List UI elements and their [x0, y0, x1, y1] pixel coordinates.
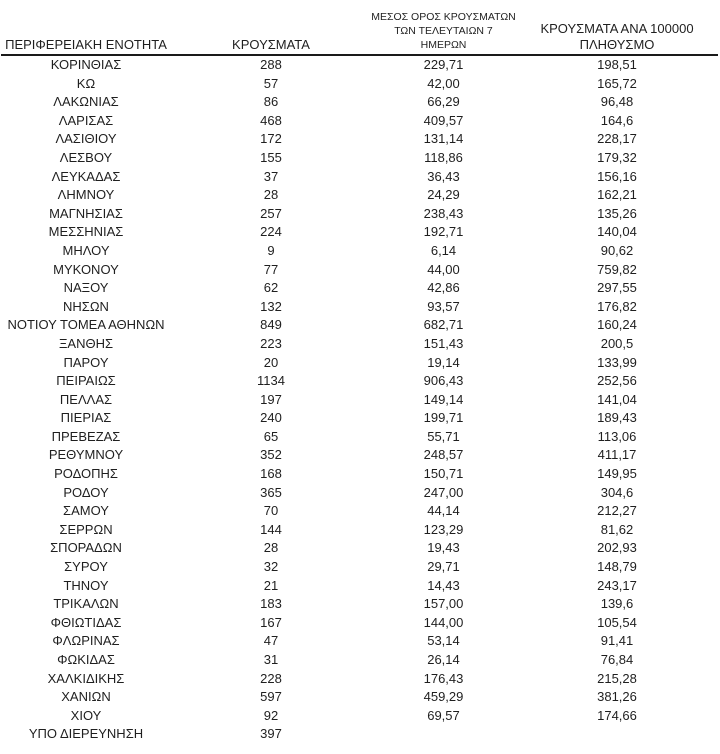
- per100k-value: 174,66: [597, 707, 637, 723]
- per100k-value: 198,51: [597, 57, 637, 72]
- table-row: [1, 614, 718, 633]
- region-name: ΦΛΩΡΙΝΑΣ: [52, 633, 120, 649]
- region-name: ΠΕΛΛΑΣ: [59, 391, 113, 407]
- per100k-value: 81,62: [600, 521, 634, 537]
- per100k-value: 200,5: [600, 335, 634, 351]
- table-row: [1, 558, 718, 577]
- region-name: ΝΗΣΩΝ: [63, 298, 109, 314]
- region-name: ΡΟΔΟΠΗΣ: [54, 466, 118, 482]
- table-row: [1, 595, 718, 614]
- column-header-cases-per-100k: [516, 21, 718, 52]
- avg7day-value: 44,14: [427, 503, 460, 519]
- table-row: [1, 409, 718, 428]
- cases-value: 197: [260, 391, 282, 407]
- per100k-value: 105,54: [597, 614, 637, 630]
- column-header-7day-average: [371, 10, 516, 52]
- region-name: ΛΕΣΒΟΥ: [59, 149, 113, 165]
- cases-value: 77: [263, 261, 279, 277]
- region-name: ΠΡΕΒΕΖΑΣ: [51, 428, 121, 444]
- cases-value: 57: [263, 75, 279, 91]
- per100k-value: 91,41: [600, 633, 634, 649]
- avg7day-value: 93,57: [427, 298, 460, 314]
- region-name: ΜΑΓΝΗΣΙΑΣ: [49, 205, 123, 221]
- table-row: [1, 391, 718, 410]
- region-name: ΦΘΙΩΤΙΔΑΣ: [50, 614, 122, 630]
- per100k-value: 164,6: [600, 112, 634, 128]
- cases-value: 86: [263, 94, 279, 110]
- per100k-value: 202,93: [597, 540, 637, 556]
- per100k-value: 113,06: [597, 428, 637, 444]
- region-name: ΣΥΡΟΥ: [64, 559, 108, 575]
- avg7day-value: 69,57: [427, 707, 460, 723]
- cases-value: 37: [263, 168, 279, 184]
- cases-value: 223: [260, 335, 282, 351]
- region-name: ΛΑΚΩΝΙΑΣ: [53, 94, 119, 110]
- avg7day-value: 149,14: [423, 391, 464, 407]
- cases-value: 28: [263, 540, 279, 556]
- cases-value: 21: [263, 577, 279, 593]
- cases-value: 240: [260, 410, 282, 426]
- column-header-7day-average-line1: ΜΕΣΟΣ ΟΡΟΣ ΚΡΟΥΣΜΑΤΩΝ: [371, 11, 516, 23]
- avg7day-value: 29,71: [427, 559, 460, 575]
- region-name: ΛΑΣΙΘΙΟΥ: [55, 131, 117, 147]
- column-header-7day-average-line2: ΤΩΝ ΤΕΛΕΥΤΑΙΩΝ 7 ΗΜΕΡΩΝ: [394, 25, 493, 51]
- avg7day-value: 55,71: [427, 428, 460, 444]
- table-row: [1, 577, 718, 596]
- cases-value: 849: [260, 317, 282, 333]
- per100k-value: 141,04: [597, 391, 637, 407]
- table-header-row: [1, 10, 718, 56]
- cases-value: 224: [260, 224, 282, 240]
- per100k-value: 135,26: [597, 205, 637, 221]
- table-row: [1, 651, 718, 670]
- per100k-value: 160,24: [597, 317, 637, 333]
- cases-value: 597: [260, 689, 282, 705]
- table-row: [1, 484, 718, 503]
- per100k-value: 179,32: [597, 149, 637, 165]
- per100k-value: 759,82: [597, 261, 637, 277]
- table-row: [1, 130, 718, 149]
- per100k-value: 133,99: [597, 354, 637, 370]
- region-name: ΜΕΣΣΗΝΙΑΣ: [48, 224, 124, 240]
- region-name: ΥΠΟ ΔΙΕΡΕΥΝΗΣΗ: [28, 726, 144, 742]
- avg7day-value: 682,71: [423, 317, 464, 333]
- cases-value: 47: [263, 633, 279, 649]
- region-name: ΛΗΜΝΟΥ: [57, 187, 115, 203]
- cases-value: 92: [263, 707, 279, 723]
- cases-value: 172: [260, 131, 282, 147]
- avg7day-value: 44,00: [427, 261, 460, 277]
- regional-cases-table: [1, 10, 718, 744]
- region-name: ΜΗΛΟΥ: [62, 242, 110, 258]
- per100k-value: 149,95: [597, 466, 637, 482]
- avg7day-value: 66,29: [427, 94, 460, 110]
- table-row: [1, 521, 718, 540]
- avg7day-value: 19,43: [427, 540, 460, 556]
- table-row: [1, 205, 718, 224]
- cases-value: 397: [260, 726, 282, 742]
- table-row: [1, 186, 718, 205]
- cases-value: 31: [263, 652, 279, 667]
- table-row: [1, 446, 718, 465]
- region-name: ΣΑΜΟΥ: [63, 503, 109, 519]
- table-row: [1, 168, 718, 187]
- avg7day-value: 36,43: [427, 168, 460, 184]
- per100k-value: 96,48: [600, 94, 634, 110]
- avg7day-value: 42,86: [427, 280, 460, 296]
- region-name: ΣΕΡΡΩΝ: [59, 521, 113, 537]
- per100k-value: 297,55: [597, 280, 637, 296]
- per100k-value: 165,72: [597, 75, 637, 91]
- cases-value: 183: [260, 596, 282, 612]
- per100k-value: 148,79: [597, 559, 637, 575]
- column-header-cases-per-100k-line1: ΚΡΟΥΣΜΑΤΑ ΑΝΑ 100000: [540, 21, 694, 36]
- per100k-value: 252,56: [597, 373, 637, 389]
- column-header-cases-per-100k-line2: ΠΛΗΘΥΣΜΟ: [579, 36, 655, 52]
- region-name: ΣΠΟΡΑΔΩΝ: [50, 540, 122, 556]
- avg7day-value: 192,71: [423, 224, 464, 240]
- per100k-value: 76,84: [600, 652, 634, 667]
- cases-value: 365: [260, 484, 282, 500]
- cases-value: 228: [260, 670, 282, 686]
- table-row: [1, 75, 718, 94]
- table-row: [1, 149, 718, 168]
- cases-value: 9: [267, 242, 275, 258]
- avg7day-value: 157,00: [423, 596, 464, 612]
- avg7day-value: 123,29: [423, 521, 464, 537]
- table-row: [1, 316, 718, 335]
- cases-value: 65: [263, 428, 279, 444]
- avg7day-value: 131,14: [423, 131, 464, 147]
- per100k-value: 162,21: [597, 187, 637, 203]
- cases-value: 28: [263, 187, 279, 203]
- table-row: [1, 632, 718, 651]
- cases-value: 1134: [257, 373, 285, 389]
- avg7day-value: 229,71: [423, 57, 464, 72]
- per100k-value: 212,27: [597, 503, 637, 519]
- table-body: [1, 56, 718, 744]
- cases-value: 20: [263, 354, 279, 370]
- per100k-value: 228,17: [597, 131, 637, 147]
- per100k-value: 215,28: [597, 670, 637, 686]
- cases-value: 257: [260, 205, 282, 221]
- per100k-value: 139,6: [600, 596, 634, 612]
- per100k-value: 156,16: [597, 168, 637, 184]
- region-name: ΤΡΙΚΑΛΩΝ: [53, 596, 119, 612]
- table-row: [1, 56, 718, 75]
- avg7day-value: 118,86: [424, 149, 463, 165]
- avg7day-value: 248,57: [423, 447, 464, 463]
- cases-value: 352: [260, 447, 282, 463]
- cases-value: 70: [263, 503, 279, 519]
- avg7day-value: 199,71: [423, 410, 464, 426]
- avg7day-value: 459,29: [423, 689, 464, 705]
- region-name: ΧΙΟΥ: [70, 707, 102, 723]
- cases-value: 62: [263, 280, 279, 296]
- region-name: ΡΕΘΥΜΝΟΥ: [48, 447, 124, 463]
- column-header-cases: ΚΡΟΥΣΜΑΤΑ: [232, 37, 310, 52]
- region-name: ΞΑΝΘΗΣ: [58, 335, 114, 351]
- table-row: [1, 279, 718, 298]
- table-row: [1, 298, 718, 317]
- avg7day-value: 14,43: [427, 577, 460, 593]
- avg7day-value: 906,43: [423, 373, 464, 389]
- avg7day-value: 26,14: [427, 652, 460, 667]
- region-name: ΧΑΛΚΙΔΙΚΗΣ: [47, 670, 125, 686]
- region-name: ΠΙΕΡΙΑΣ: [60, 410, 112, 426]
- cases-value: 144: [260, 521, 282, 537]
- table-row: [1, 502, 718, 521]
- per100k-value: 90,62: [600, 242, 634, 258]
- table-row: [1, 223, 718, 242]
- region-name: ΜΥΚΟΝΟΥ: [53, 261, 119, 277]
- per100k-value: 176,82: [597, 298, 637, 314]
- table-row: [1, 112, 718, 131]
- per100k-value: 304,6: [600, 484, 634, 500]
- cases-value: 288: [260, 57, 282, 72]
- region-name: ΚΩ: [76, 75, 96, 91]
- avg7day-value: 409,57: [423, 112, 464, 128]
- table-row: [1, 707, 718, 726]
- region-name: ΡΟΔΟΥ: [63, 484, 109, 500]
- region-name: ΛΑΡΙΣΑΣ: [58, 112, 114, 128]
- per100k-value: 381,26: [597, 689, 637, 705]
- cases-value: 32: [263, 559, 279, 575]
- table-row: [1, 539, 718, 558]
- cases-value: 168: [260, 466, 282, 482]
- avg7day-value: 150,71: [423, 466, 464, 482]
- avg7day-value: 151,43: [423, 335, 464, 351]
- avg7day-value: 144,00: [423, 614, 464, 630]
- table-row: [1, 725, 718, 744]
- avg7day-value: 238,43: [423, 205, 464, 221]
- region-name: ΝΟΤΙΟΥ ΤΟΜΕΑ ΑΘΗΝΩΝ: [7, 317, 165, 333]
- table-row: [1, 242, 718, 261]
- table-row: [1, 688, 718, 707]
- avg7day-value: 19,14: [427, 354, 460, 370]
- table-row: [1, 465, 718, 484]
- cases-value: 167: [260, 614, 282, 630]
- per100k-value: 189,43: [597, 410, 637, 426]
- cases-value: 468: [260, 112, 282, 128]
- cases-value: 132: [260, 298, 282, 314]
- region-name: ΠΕΙΡΑΙΩΣ: [56, 373, 116, 389]
- per100k-value: 243,17: [597, 577, 637, 593]
- region-name: ΦΩΚΙΔΑΣ: [57, 652, 115, 667]
- per100k-value: 140,04: [597, 224, 637, 240]
- avg7day-value: 53,14: [427, 633, 460, 649]
- per100k-value: 411,17: [597, 447, 637, 463]
- avg7day-value: 42,00: [427, 75, 460, 91]
- table-row: [1, 261, 718, 280]
- region-name: ΚΟΡΙΝΘΙΑΣ: [50, 57, 122, 72]
- column-header-regional-unit: ΠΕΡΙΦΕΡΕΙΑΚΗ ΕΝΟΤΗΤΑ: [5, 37, 167, 52]
- avg7day-value: 176,43: [423, 670, 464, 686]
- table-row: [1, 354, 718, 373]
- table-row: [1, 93, 718, 112]
- table-row: [1, 335, 718, 354]
- region-name: ΝΑΞΟΥ: [63, 280, 109, 296]
- avg7day-value: 6,14: [430, 242, 457, 258]
- region-name: ΤΗΝΟΥ: [63, 577, 109, 593]
- region-name: ΠΑΡΟΥ: [63, 354, 109, 370]
- table-row: [1, 372, 718, 391]
- cases-value: 155: [260, 149, 282, 165]
- region-name: ΛΕΥΚΑΔΑΣ: [51, 168, 121, 184]
- table-row: [1, 670, 718, 689]
- table-row: [1, 428, 718, 447]
- avg7day-value: 24,29: [427, 187, 460, 203]
- region-name: ΧΑΝΙΩΝ: [61, 689, 111, 705]
- avg7day-value: 247,00: [423, 484, 464, 500]
